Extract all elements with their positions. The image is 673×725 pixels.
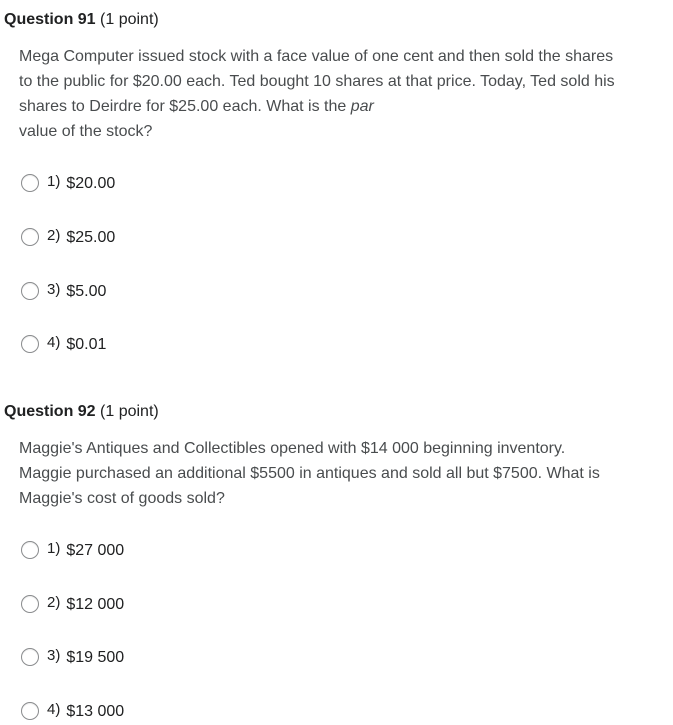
answer-option-4[interactable] xyxy=(21,333,106,355)
answer-option-3[interactable] xyxy=(21,280,106,302)
option-label[interactable]: $20.00 xyxy=(66,175,116,192)
question-text-line: to the public for $20.00 each. Ted bought 10 shares at that price. Today, Ted sold his xyxy=(19,73,615,90)
radio-button[interactable] xyxy=(21,541,39,559)
question-header xyxy=(4,10,159,30)
option-label[interactable]: $12 000 xyxy=(66,596,125,613)
answer-option-2[interactable] xyxy=(21,226,115,248)
radio-button[interactable] xyxy=(21,228,39,246)
option-label[interactable]: $0.01 xyxy=(66,336,107,353)
option-number: 4) xyxy=(47,700,61,718)
radio-button[interactable] xyxy=(21,648,39,666)
answer-option-3[interactable] xyxy=(21,646,124,668)
question-text xyxy=(19,436,667,511)
question-text-line: shares to Deirdre for $25.00 each. What is the xyxy=(19,98,351,115)
option-number: 3) xyxy=(47,646,61,664)
option-number: 1) xyxy=(47,172,61,190)
answer-option-1[interactable] xyxy=(21,539,124,561)
option-label[interactable]: $13 000 xyxy=(66,703,125,720)
question-text-emphasis: par xyxy=(350,98,374,115)
answer-option-2[interactable] xyxy=(21,593,124,615)
question-points: (1 point) xyxy=(100,11,159,28)
question-points: (1 point) xyxy=(100,403,159,420)
radio-button[interactable] xyxy=(21,335,39,353)
option-label[interactable]: $5.00 xyxy=(66,283,107,300)
radio-button[interactable] xyxy=(21,282,39,300)
question-text-line: Maggie's cost of goods sold? xyxy=(19,490,225,507)
answer-option-1[interactable] xyxy=(21,172,115,194)
option-number: 2) xyxy=(47,593,61,611)
question-text-line: Mega Computer issued stock with a face value of one cent and then sold the shares xyxy=(19,48,614,65)
question-title: Question 91 xyxy=(4,11,96,28)
radio-button[interactable] xyxy=(21,702,39,720)
question-title: Question 92 xyxy=(4,403,96,420)
option-number: 2) xyxy=(47,226,61,244)
answer-option-4[interactable] xyxy=(21,700,124,722)
option-number: 1) xyxy=(47,539,61,557)
question-header xyxy=(4,402,159,422)
question-text xyxy=(19,44,667,144)
radio-button[interactable] xyxy=(21,595,39,613)
option-label[interactable]: $27 000 xyxy=(66,542,125,559)
radio-button[interactable] xyxy=(21,174,39,192)
option-label[interactable]: $19 500 xyxy=(66,649,125,666)
question-text-line: Maggie purchased an additional $5500 in antiques and sold all but $7500. What is xyxy=(19,465,600,482)
question-text-line: Maggie's Antiques and Collectibles opened with $14 000 beginning inventory. xyxy=(19,440,566,457)
option-number: 4) xyxy=(47,333,61,351)
option-label[interactable]: $25.00 xyxy=(66,229,116,246)
option-number: 3) xyxy=(47,280,61,298)
question-text-line: value of the stock? xyxy=(19,123,153,140)
